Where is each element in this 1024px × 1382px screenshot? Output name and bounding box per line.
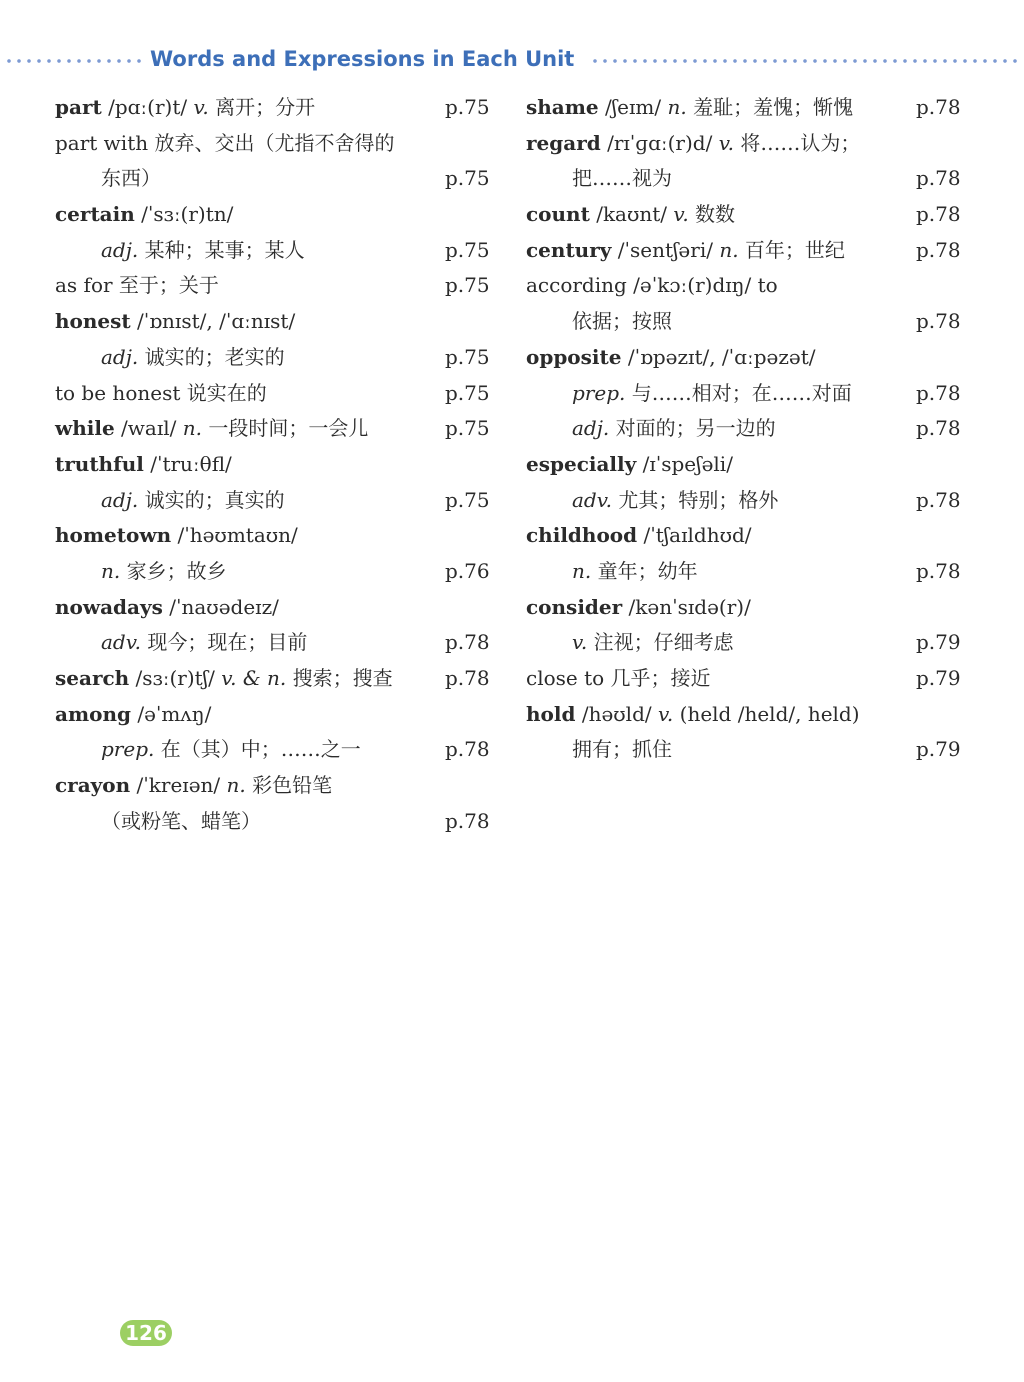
entry-segment: 依据；按照 bbox=[572, 309, 672, 334]
entry-segment: 将……认为； bbox=[734, 130, 861, 155]
vocab-entry-line bbox=[55, 376, 495, 412]
entry-segment: /ʃeɪm/ bbox=[598, 95, 668, 119]
part-of-speech: n. bbox=[226, 773, 246, 798]
part-of-speech: adv. bbox=[101, 630, 142, 655]
page-reference: p.78 bbox=[445, 666, 490, 690]
vocab-entry-line bbox=[55, 304, 495, 340]
headword: regard bbox=[526, 130, 601, 155]
entry-segment: /ˈkreɪən/ bbox=[130, 773, 227, 798]
entry-segment: to be honest 说实在的 bbox=[55, 380, 267, 405]
vocab-entry-line bbox=[526, 554, 966, 590]
entry-text bbox=[526, 197, 735, 233]
part-of-speech: adj. bbox=[572, 416, 610, 441]
entry-segment: /pɑː(r)t/ bbox=[101, 95, 194, 119]
headword: certain bbox=[55, 202, 135, 227]
part-of-speech: n. bbox=[182, 416, 202, 441]
page-reference: p.75 bbox=[445, 273, 490, 298]
headword: especially bbox=[526, 451, 637, 476]
headword: century bbox=[526, 237, 612, 262]
page-reference: p.78 bbox=[916, 202, 961, 227]
vocab-entry-line bbox=[55, 197, 495, 233]
page-number-badge: 126 bbox=[120, 1320, 172, 1346]
entry-text bbox=[572, 376, 852, 412]
vocab-entry-line bbox=[55, 483, 495, 519]
section-header bbox=[0, 44, 1024, 78]
headword: opposite bbox=[526, 344, 622, 369]
page-reference: p.78 bbox=[445, 630, 490, 655]
page-reference: p.75 bbox=[445, 380, 490, 405]
vocab-entry-line bbox=[55, 804, 495, 840]
entry-segment: /sɜː(r)tʃ/ bbox=[129, 666, 222, 690]
entry-text bbox=[101, 233, 305, 269]
page-reference: p.79 bbox=[916, 666, 961, 690]
entry-text bbox=[55, 376, 267, 412]
headword: nowadays bbox=[55, 594, 163, 619]
vocab-entry-line bbox=[55, 625, 495, 661]
part-of-speech: adv. bbox=[572, 487, 613, 512]
entry-text bbox=[526, 590, 751, 626]
entry-segment: /ˈsentʃəri/ bbox=[611, 237, 720, 262]
vocab-entry-line bbox=[526, 90, 966, 126]
vocab-entry-line bbox=[526, 197, 966, 233]
entry-segment: /ˈtʃaɪldhʊd/ bbox=[637, 523, 752, 548]
vocab-entry-line bbox=[55, 340, 495, 376]
vocab-entry-line bbox=[55, 90, 495, 126]
dotted-rule-right bbox=[590, 59, 1020, 63]
vocab-entry-line bbox=[55, 554, 495, 590]
vocab-entry-line bbox=[55, 518, 495, 554]
entry-text bbox=[55, 90, 315, 126]
part-of-speech: prep. bbox=[101, 737, 155, 762]
entry-text bbox=[55, 697, 211, 733]
entry-text bbox=[526, 233, 845, 269]
page-reference: p.75 bbox=[445, 95, 490, 119]
entry-text bbox=[526, 268, 778, 304]
entry-segment: 注视；仔细考虑 bbox=[587, 630, 734, 655]
vocab-entry-line bbox=[526, 233, 966, 269]
vocab-entry-line bbox=[526, 126, 966, 162]
headword: truthful bbox=[55, 451, 144, 476]
entry-text bbox=[526, 518, 752, 554]
part-of-speech: n. bbox=[572, 558, 592, 583]
entry-text bbox=[55, 518, 298, 554]
entry-segment: part with 放弃、交出（尤指不舍得的 bbox=[55, 130, 395, 155]
entry-text bbox=[101, 732, 361, 768]
entry-text bbox=[572, 411, 776, 447]
page-reference: p.75 bbox=[445, 166, 490, 191]
entry-text bbox=[101, 161, 161, 197]
entry-segment: /ɪˈspeʃəli/ bbox=[636, 451, 733, 476]
page-reference: p.78 bbox=[445, 737, 490, 762]
vocab-entry-line bbox=[526, 590, 966, 626]
entry-segment: 某种；某事；某人 bbox=[138, 237, 305, 262]
entry-text bbox=[526, 90, 853, 126]
entry-text bbox=[101, 625, 307, 661]
entry-segment: 诚实的；老实的 bbox=[138, 344, 285, 369]
entry-text bbox=[55, 304, 295, 340]
entry-segment: according /əˈkɔː(r)dɪŋ/ to bbox=[526, 273, 778, 298]
entry-segment: 拥有；抓住 bbox=[572, 737, 672, 762]
entry-segment: 尤其；特别；格外 bbox=[612, 487, 779, 512]
vocab-entry-line bbox=[55, 590, 495, 626]
page-reference: p.78 bbox=[916, 166, 961, 191]
entry-segment: 在（其）中；……之一 bbox=[154, 737, 361, 762]
page-reference: p.78 bbox=[916, 237, 961, 262]
entry-segment: close to 几乎；接近 bbox=[526, 666, 711, 690]
entry-segment: 彩色铅笔 bbox=[245, 773, 333, 798]
headword: honest bbox=[55, 309, 131, 334]
page-reference: p.75 bbox=[445, 344, 490, 369]
entry-text bbox=[55, 126, 394, 162]
entry-segment: 童年；幼年 bbox=[591, 558, 698, 583]
page-reference: p.78 bbox=[916, 487, 961, 512]
vocab-entry-line bbox=[526, 340, 966, 376]
part-of-speech: n. bbox=[719, 237, 739, 262]
entry-text bbox=[55, 411, 368, 447]
entry-segment: 离开；分开 bbox=[208, 95, 316, 119]
entry-text bbox=[526, 661, 711, 697]
part-of-speech: v. bbox=[673, 202, 689, 227]
entry-segment: /ˈɒnɪst/, /ˈɑːnɪst/ bbox=[130, 309, 296, 334]
entry-segment: 家乡；故乡 bbox=[120, 558, 227, 583]
entry-segment: /ˈhəʊmtaʊn/ bbox=[171, 523, 298, 548]
headword: part bbox=[55, 95, 102, 119]
vocab-entry-line bbox=[55, 411, 495, 447]
vocab-entry-line bbox=[526, 161, 966, 197]
headword: consider bbox=[526, 594, 623, 619]
dotted-rule-left bbox=[4, 59, 146, 63]
vocab-entry-line bbox=[526, 661, 966, 697]
page-reference: p.75 bbox=[445, 416, 490, 441]
headword: hold bbox=[526, 701, 576, 726]
entry-text bbox=[572, 625, 734, 661]
entry-segment: /ˈtruːθfl/ bbox=[143, 451, 232, 476]
entry-text bbox=[55, 197, 233, 233]
page-reference: p.76 bbox=[445, 558, 490, 583]
part-of-speech: prep. bbox=[572, 380, 626, 405]
vocab-entry-line bbox=[55, 268, 495, 304]
entry-text bbox=[572, 483, 778, 519]
entry-text bbox=[526, 126, 860, 162]
entry-text bbox=[572, 161, 672, 197]
part-of-speech: adj. bbox=[101, 237, 139, 262]
vocab-entry-line bbox=[55, 661, 495, 697]
page-reference: p.78 bbox=[445, 808, 490, 833]
entry-text bbox=[572, 304, 672, 340]
page-reference: p.78 bbox=[916, 95, 961, 119]
entry-text bbox=[101, 554, 227, 590]
entry-text bbox=[572, 554, 698, 590]
entry-segment: /kaʊnt/ bbox=[589, 202, 674, 227]
page-reference: p.75 bbox=[445, 487, 490, 512]
page-reference: p.79 bbox=[916, 737, 961, 762]
entry-segment: /ˈnaʊədeɪz/ bbox=[162, 594, 279, 619]
page-reference: p.78 bbox=[916, 309, 961, 334]
vocab-entry-line bbox=[526, 697, 966, 733]
entry-text bbox=[526, 340, 816, 376]
page-reference: p.78 bbox=[916, 380, 961, 405]
vocab-entry-line bbox=[526, 268, 966, 304]
entry-segment: /həʊld/ bbox=[575, 701, 658, 726]
entry-segment: as for 至于；关于 bbox=[55, 273, 219, 298]
part-of-speech: v. bbox=[193, 95, 209, 119]
part-of-speech: adj. bbox=[101, 487, 139, 512]
page-reference: p.78 bbox=[916, 416, 961, 441]
vocab-entry-line bbox=[526, 732, 966, 768]
part-of-speech: adj. bbox=[101, 344, 139, 369]
vocab-entry-line bbox=[526, 483, 966, 519]
vocab-entry-line bbox=[526, 376, 966, 412]
entry-text bbox=[55, 768, 332, 804]
vocab-entry-line bbox=[55, 447, 495, 483]
vocab-entry-line bbox=[55, 233, 495, 269]
entry-segment: /əˈmʌŋ/ bbox=[131, 701, 212, 726]
vocab-entry-line bbox=[55, 126, 495, 162]
entry-text bbox=[526, 697, 860, 733]
vocab-entry-line bbox=[526, 304, 966, 340]
headword: among bbox=[55, 701, 131, 726]
entry-segment: (held /held/, held) bbox=[673, 701, 860, 726]
entry-text bbox=[55, 661, 393, 697]
entry-text bbox=[55, 268, 219, 304]
headword: childhood bbox=[526, 523, 638, 548]
entry-segment: /ˈsɜː(r)tn/ bbox=[134, 202, 234, 227]
section-title: Words and Expressions in Each Unit bbox=[150, 47, 575, 71]
page-reference: p.79 bbox=[916, 630, 961, 655]
vocab-entry-line bbox=[526, 411, 966, 447]
entry-segment: 搜索；搜查 bbox=[286, 666, 393, 690]
entry-segment: /waɪl/ bbox=[114, 416, 183, 441]
entry-segment: 与……相对；在……对面 bbox=[625, 380, 852, 405]
vocab-column-right bbox=[526, 90, 966, 768]
vocab-entry-line bbox=[55, 768, 495, 804]
headword: count bbox=[526, 202, 590, 227]
entry-segment: /rɪˈɡɑː(r)d/ bbox=[600, 130, 719, 155]
entry-segment: 把……视为 bbox=[572, 166, 672, 191]
vocab-entry-line bbox=[526, 625, 966, 661]
entry-text bbox=[572, 732, 672, 768]
vocab-entry-line bbox=[526, 518, 966, 554]
vocab-entry-line bbox=[55, 697, 495, 733]
page-reference: p.78 bbox=[916, 558, 961, 583]
entry-text bbox=[55, 447, 232, 483]
vocab-column-left bbox=[55, 90, 495, 839]
entry-text bbox=[101, 483, 285, 519]
vocab-entry-line bbox=[526, 447, 966, 483]
entry-segment: （或粉笔、蜡笔） bbox=[101, 808, 261, 833]
part-of-speech: n. bbox=[101, 558, 121, 583]
part-of-speech: v. bbox=[572, 630, 588, 655]
entry-segment: 一段时间；一会儿 bbox=[201, 416, 369, 441]
vocab-entry-line bbox=[55, 732, 495, 768]
entry-text bbox=[526, 447, 733, 483]
entry-segment: /ˈɒpəzɪt/, /ˈɑːpəzət/ bbox=[621, 344, 816, 369]
entry-text bbox=[55, 590, 279, 626]
entry-text bbox=[101, 340, 285, 376]
headword: search bbox=[55, 666, 130, 690]
entry-segment: 现今；现在；目前 bbox=[141, 630, 308, 655]
part-of-speech: v. & n. bbox=[221, 666, 287, 690]
entry-segment: 诚实的；真实的 bbox=[138, 487, 285, 512]
part-of-speech: n. bbox=[667, 95, 687, 119]
page-reference: p.75 bbox=[445, 237, 490, 262]
entry-segment: 数数 bbox=[688, 202, 736, 227]
headword: hometown bbox=[55, 523, 172, 548]
entry-segment: 东西） bbox=[101, 166, 161, 191]
vocab-entry-line bbox=[55, 161, 495, 197]
headword: crayon bbox=[55, 773, 131, 798]
entry-segment: 对面的；另一边的 bbox=[609, 416, 776, 441]
entry-text bbox=[101, 804, 261, 840]
entry-segment: 羞耻；羞愧；惭愧 bbox=[686, 95, 854, 119]
entry-segment: 百年；世纪 bbox=[738, 237, 845, 262]
headword: shame bbox=[526, 95, 599, 119]
headword: while bbox=[55, 416, 115, 441]
part-of-speech: v. bbox=[657, 701, 674, 726]
entry-segment: /kənˈsɪdə(r)/ bbox=[622, 594, 751, 619]
part-of-speech: v. bbox=[718, 130, 734, 155]
